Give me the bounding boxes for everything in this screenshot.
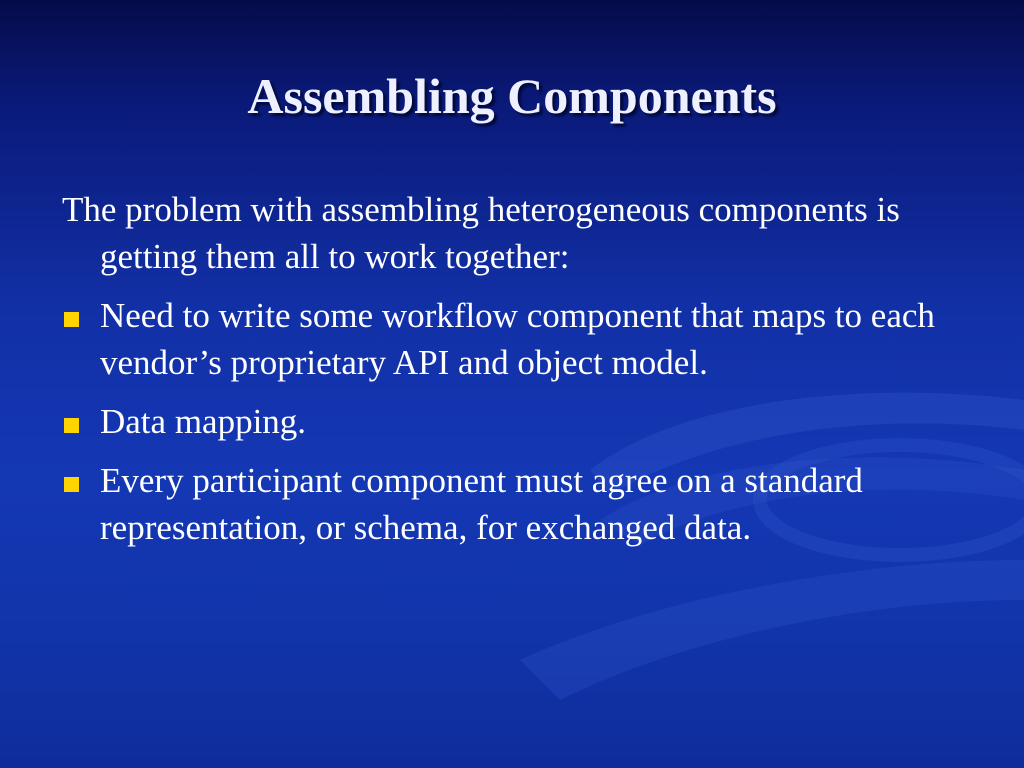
square-bullet-icon <box>64 418 79 433</box>
bullet-text: Every participant component must agree on a standard representation, or schema, for exchanged data. <box>100 461 863 547</box>
slide-title: Assembling Components <box>247 68 777 124</box>
square-bullet-icon <box>64 477 79 492</box>
intro-paragraph: The problem with assembling heterogeneous components is getting them all to work together: <box>62 190 900 276</box>
bullet-list <box>62 292 992 551</box>
slide-body <box>62 186 992 563</box>
square-bullet-icon <box>64 312 79 327</box>
bullet-item <box>62 292 992 386</box>
bullet-item <box>62 398 992 445</box>
bullet-item <box>62 457 992 551</box>
bullet-text: Need to write some workflow component that maps to each vendor’s proprietary API and object model. <box>100 296 935 382</box>
bullet-text: Data mapping. <box>100 402 307 441</box>
